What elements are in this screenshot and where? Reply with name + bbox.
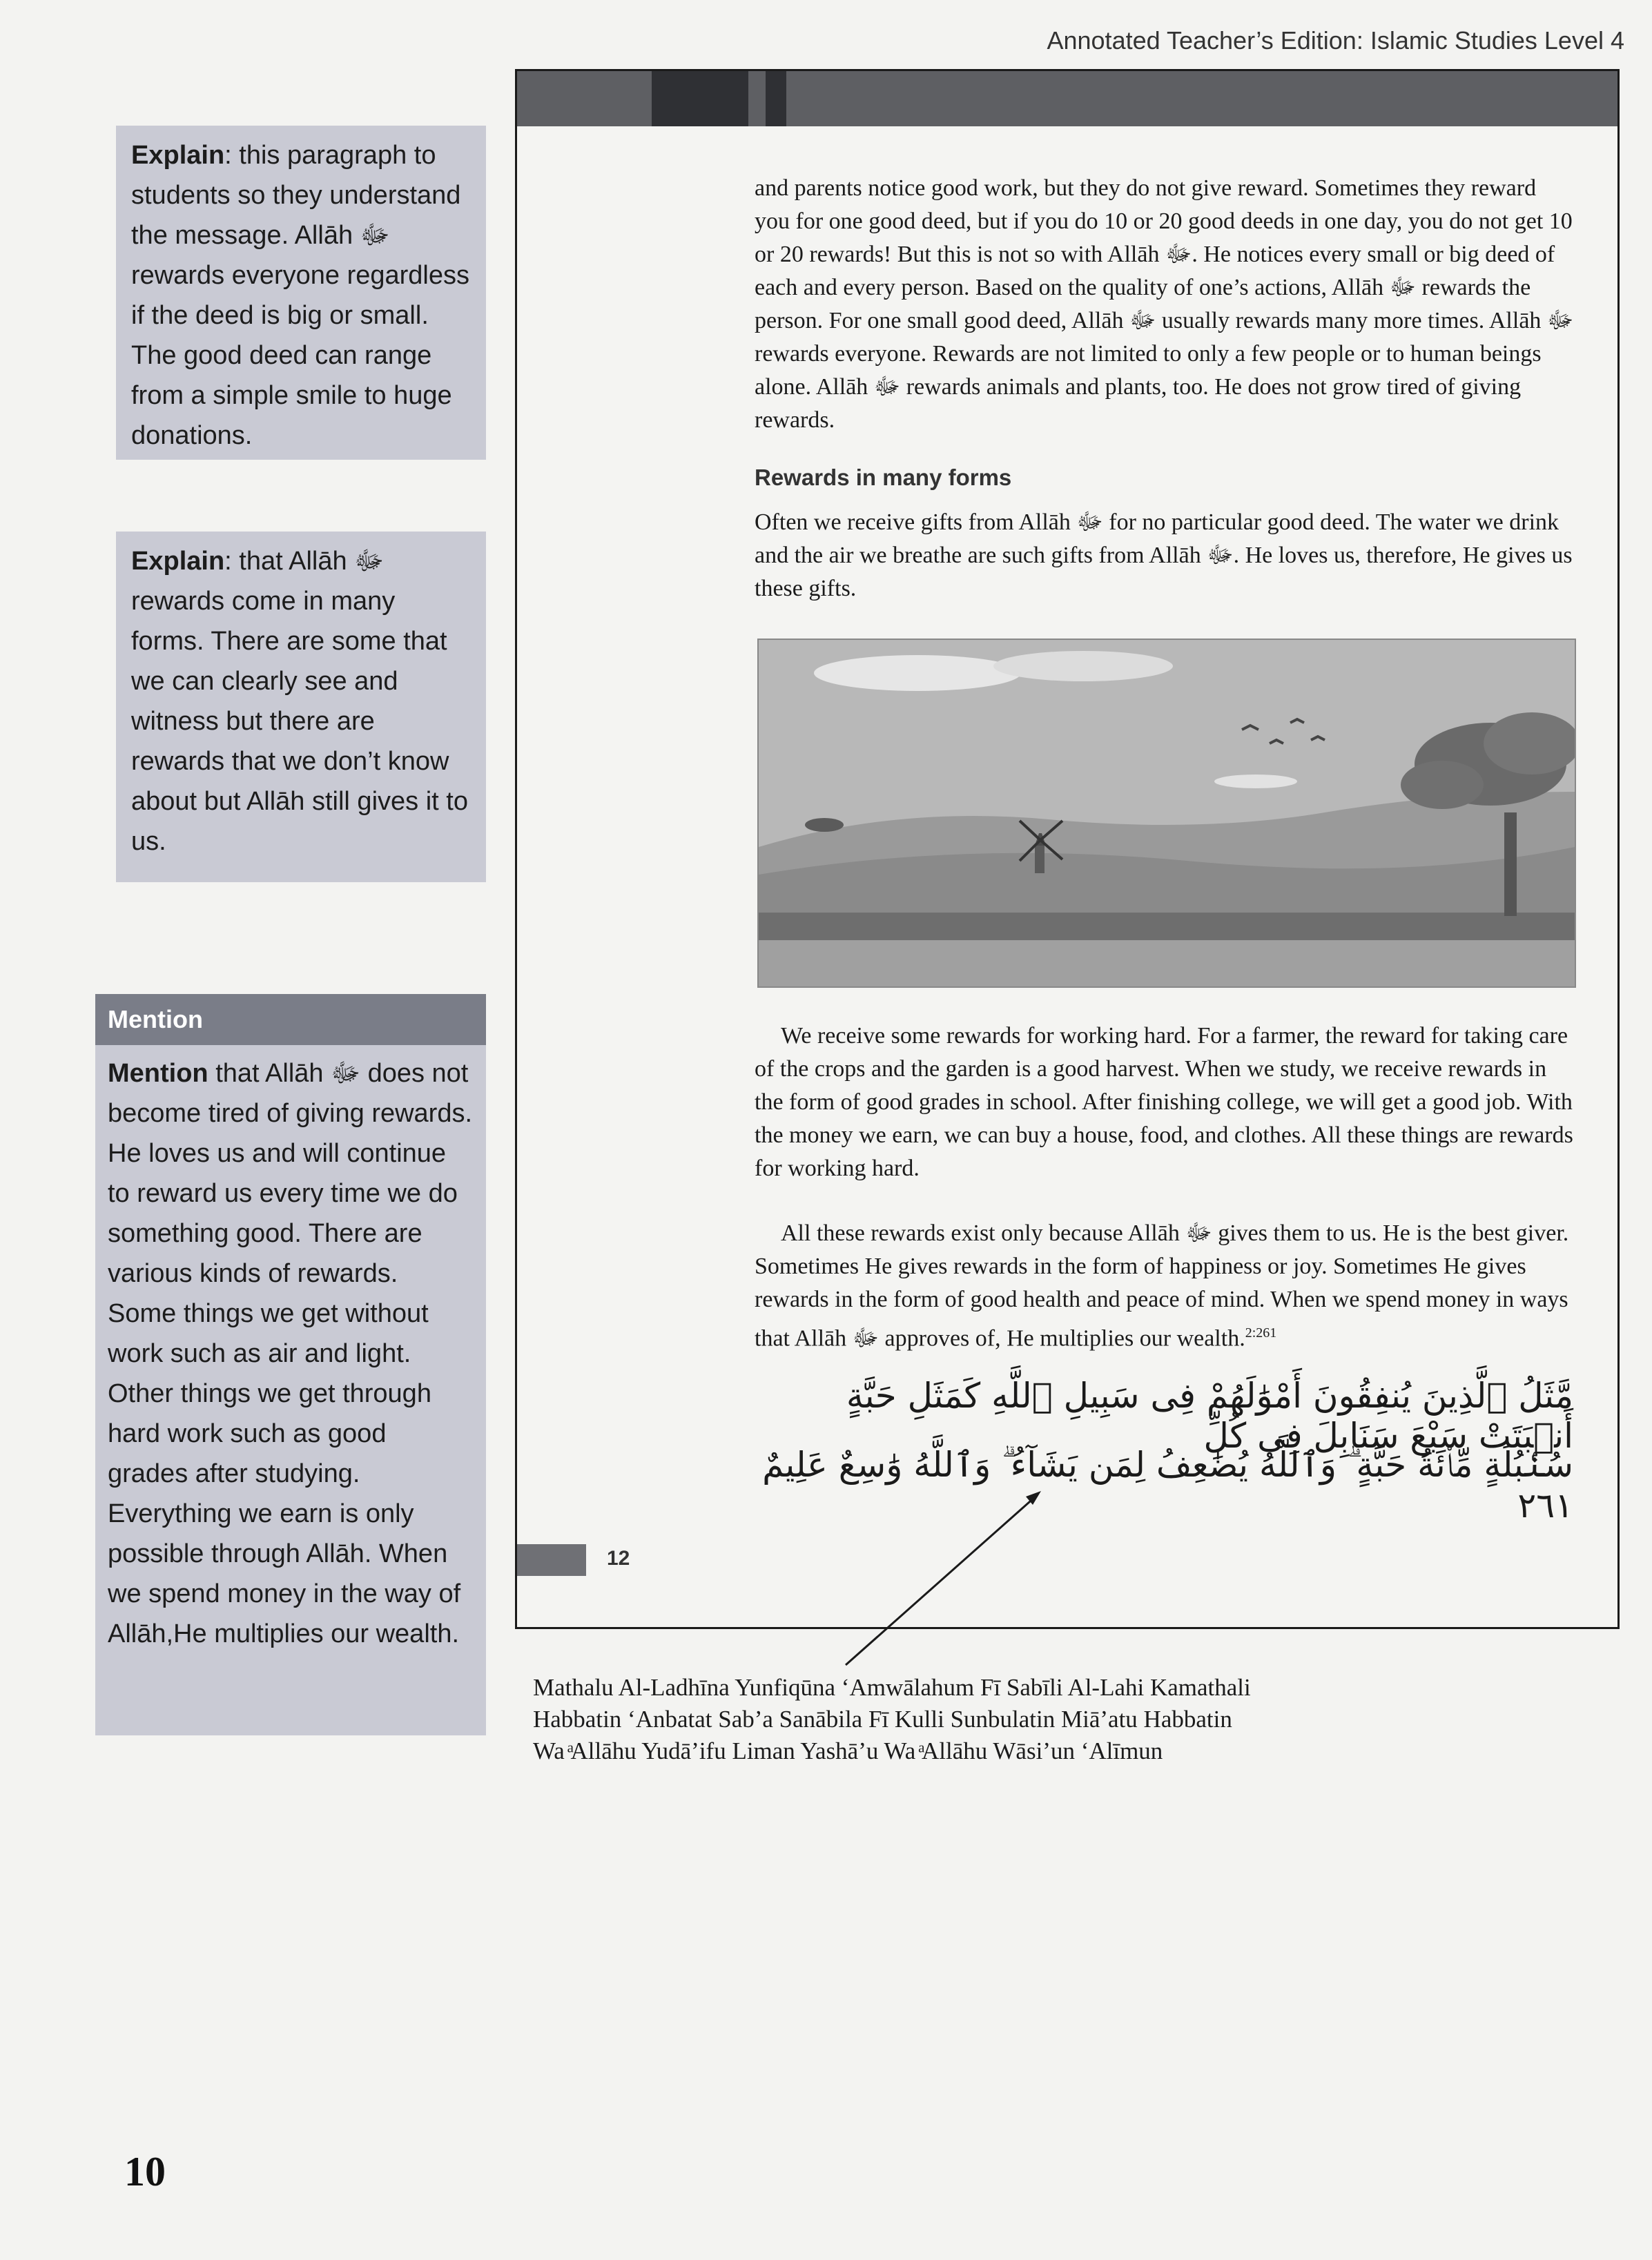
running-header: Annotated Teacher’s Edition: Islamic Studies Level 4 (1047, 26, 1624, 55)
student-page (515, 69, 1620, 1629)
page-number-bar (517, 1544, 586, 1576)
paragraph-3: We receive some rewards for working hard. For a farmer, the reward for taking care of the crops and the garden is a good harvest. When we study, we receive rewards in the form of good grades in school. After finishing college, we will get a good job. With the money we earn, we can buy a house, food, and clothes. All these things are rewards for working hard. (755, 1023, 1573, 1181)
paragraph-1: and parents notice good work, but they do not give reward. Sometimes they reward you for one good deed, but if you do 10 or 20 good deeds in one day, you do not get 10 or 20 rewards! But this is not so with Allāh ﷻ. He notices every small or big deed of each and every person. Based on the quality of one’s actions, Allāh ﷻ rewards the person. For one small good deed, Allāh ﷻ usually rewards many more times. Allāh ﷻ rewards everyone. Rewards are not limited to only a few people or to human beings alone. Allāh ﷻ rewards animals and plants, too. He does not grow tired of giving rewards. (755, 175, 1574, 433)
paragraph-4-text: All these rewards exist only because Allāh ﷻ gives them to us. He is the best giver. Sometimes He gives rewards in the form of happiness or joy. Sometimes He gives rewards in the form of good health and peace of mind. When we spend money in ways that Allāh ﷻ approves of, He multiplies our wealth. (755, 1220, 1569, 1352)
arabic-verse-line-2: سُنۢبُلَةٍ مِّا۟ئَةُ حَبَّةٍ ۗ وَٱللَّهُ يُضَٰعِفُ لِمَن يَشَآءُ ۗ وَٱللَّهُ وَٰسِعٌ عَلِيمٌ ٢٦١ (762, 1445, 1573, 1526)
subheading: Rewards in many forms (755, 465, 1012, 490)
mention-label: Mention (108, 1059, 208, 1088)
page-top-bar (517, 71, 1617, 126)
explain-text: : this paragraph to students so they understand the message. Allāh ﷻ rewards everyone regardless if the deed is big or small. The good deed can range from a simple smile to huge donations. (131, 141, 470, 450)
explain-note-1 (116, 126, 486, 460)
explain-text: : that Allāh ﷻ rewards come in many forms. There are some that we can clearly see and witness but there are rewards that we don’t know about but Allāh still gives it to us. (131, 547, 468, 856)
page-number: 10 (124, 2149, 166, 2194)
arabic-verse-line-1: مَّثَلُ ٱلَّذِينَ يُنفِقُونَ أَمْوَٰلَهُمْ فِى سَبِيلِ ٱللَّهِ كَمَثَلِ حَبَّةٍ أَنۢبَتَتْ سَبْعَ سَنَابِلَ فِى كُلِّ (846, 1376, 1573, 1456)
verse-reference: 2:261 (1245, 1325, 1277, 1341)
mention-note (95, 994, 486, 1735)
transliteration-line-3: Wa ͣAllāhu Yudā’ifu Liman Yashā’u Wa ͣAllāhu Wāsi’un ‘Alīmun (533, 1737, 1163, 1764)
transliteration (533, 1672, 1430, 1767)
mention-text: that Allāh ﷻ does not become tired of giving rewards. He loves us and will continue to reward us every time we do something good. There are various kinds of rewards. Some things we get without work such as air and light. Other things we get through hard work such as good grades after studying. Everything we earn is only possible through Allāh. When we spend money in the way of Allāh,He multiplies our wealth. (108, 1059, 473, 1648)
mention-heading: Mention (95, 994, 486, 1045)
paragraph-2: Often we receive gifts from Allāh ﷻ for no particular good deed. The water we drink and the air we breathe are such gifts from Allāh ﷻ. He loves us, therefore, He gives us these gifts. (755, 509, 1573, 601)
explain-note-2 (116, 532, 486, 882)
bar-block (652, 71, 748, 126)
bar-block (766, 71, 786, 126)
inner-page-number: 12 (607, 1547, 630, 1570)
landscape-illustration (757, 639, 1576, 988)
transliteration-line-1: Mathalu Al-Ladhīna Yunfiqūna ‘Amwālahum Fī Sabīli Al-Lahi Kamathali (533, 1674, 1251, 1701)
transliteration-line-2: Habbatin ‘Anbatat Sab’a Sanābila Fī Kulli Sunbulatin Miā’atu Habbatin (533, 1706, 1232, 1733)
explain-label: Explain (131, 547, 225, 576)
explain-label: Explain (131, 141, 225, 170)
landscape-image (759, 640, 1575, 986)
mention-body (95, 1045, 486, 1662)
paragraph-4 (755, 1217, 1576, 1355)
